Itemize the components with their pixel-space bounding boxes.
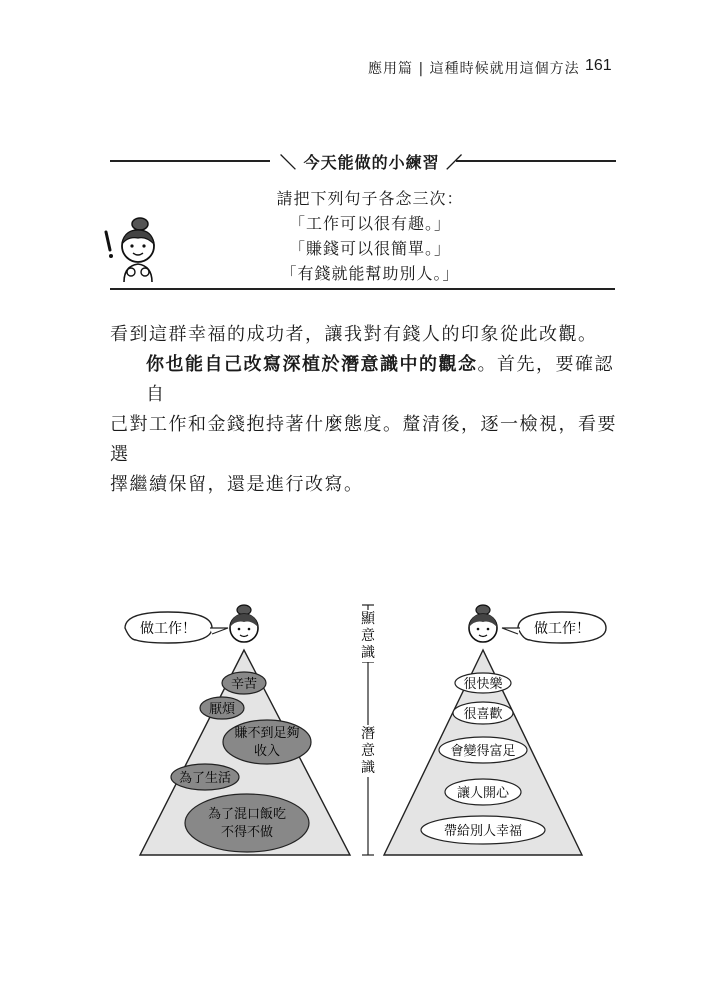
exclamation-icon [106,232,110,250]
axis-label-char: 識 [361,645,375,661]
paragraph [110,320,620,350]
axis-label-char: 意 [361,628,375,644]
exercise-sentence: 「有錢就能幫助別人。」 [280,264,460,283]
pyramid-diagram [0,590,711,870]
paragraph [110,350,620,410]
body-text [110,320,620,500]
bubble-text: 不得不做 [220,825,274,840]
paragraph-line: 己對工作和金錢抱持著什麼態度。釐清後，逐一檢視，看要選 [110,414,617,465]
paragraph-text: 。首先，要確認自 [146,354,614,405]
page-number: 161 [585,57,612,74]
bubble-text: 為了生活 [178,771,232,786]
right-girl-icon [469,605,497,642]
girl-cheering-illustration [100,212,160,284]
slash-left-icon: ＼ [280,153,304,172]
bubble-text: 很喜歡 [463,707,503,722]
bubble-text: 為了混口飯吃 [207,807,287,822]
left-speech-text: 做工作！ [140,621,196,637]
running-header: 應用篇 | 這種時候就用這個方法 [368,61,580,77]
exercise-instruction: 請把下列句子各念三次： [276,189,464,208]
bubble-text: 讓人開心 [456,786,510,801]
bubble-text: 收入 [253,744,281,759]
exercise-sentence: 「賺錢可以很簡單。」 [288,239,451,258]
exercise-rule-left [110,160,270,162]
exercise-rule-right [456,160,616,162]
bubble-text: 很快樂 [463,677,503,692]
paragraph-text: 看到這群幸福的成功者，讓我對有錢人的印象從此改觀。 [110,324,598,345]
bubble-text: 賺不到足夠 [234,726,300,741]
bubble-text: 會變得富足 [450,744,516,759]
axis-label-char: 顯 [361,611,375,627]
exercise-sentence: 「工作可以很有趣。」 [288,214,451,233]
exercise-bottom-rule [110,288,615,290]
left-girl-icon [230,605,258,642]
bubble-text: 帶給別人幸福 [443,824,523,839]
paragraph-bold-text: 你也能自己改寫深植於潛意識中的觀念 [146,354,478,375]
right-speech-text: 做工作！ [534,621,590,637]
slash-right-icon: ／ [439,153,464,172]
bubble-text: 辛苦 [230,677,258,692]
exercise-title [280,150,463,173]
bubble-text: 厭煩 [208,702,236,717]
axis-label-char: 識 [361,760,375,776]
paragraph-line: 擇繼續保留，還是進行改寫。 [110,474,364,495]
exercise-title-text: 今天能做的小練習 [303,153,440,172]
axis-label-char: 潛 [361,726,375,742]
exercise-lines [240,186,500,286]
axis-label-char: 意 [361,743,375,759]
